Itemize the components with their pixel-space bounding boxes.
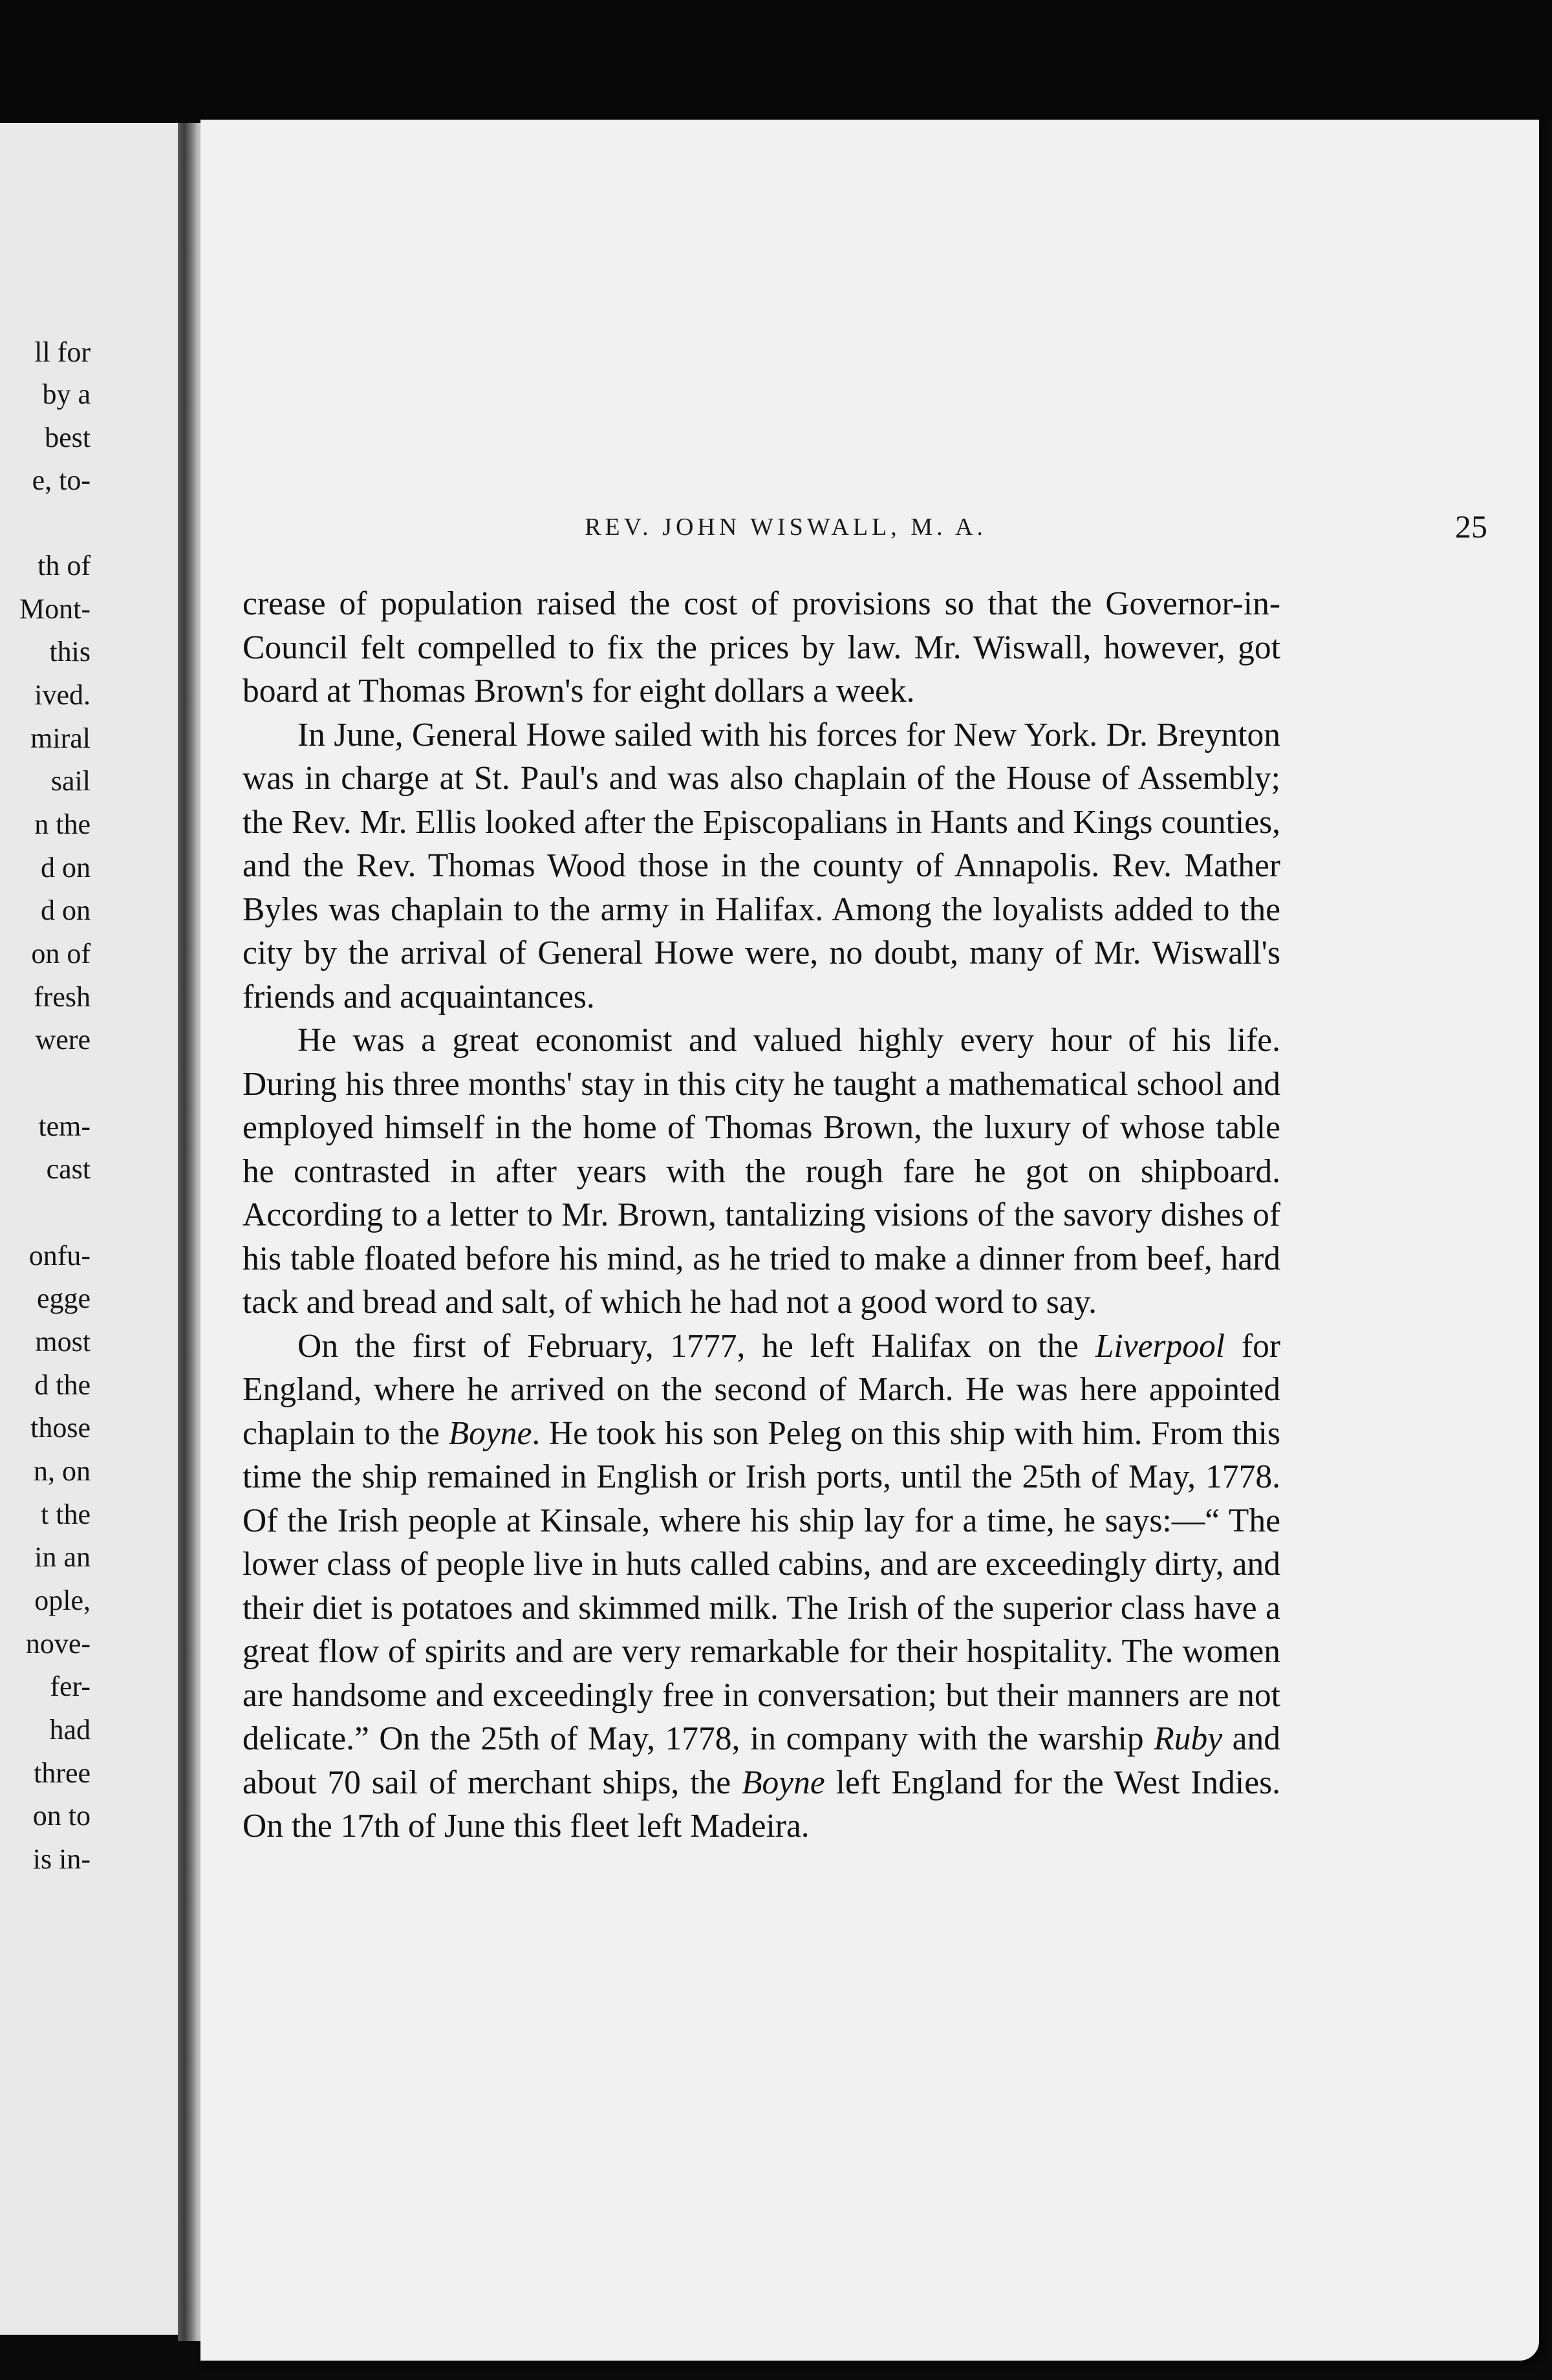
facing-page-fragment: most (35, 1326, 91, 1358)
ship-name-boyne-2: Boyne (742, 1764, 825, 1801)
facing-page-fragment: had (49, 1714, 91, 1746)
paragraph-4-text-5: left England for the West Indies. On the 17th of June this fleet left Madeira. (242, 1764, 1280, 1844)
facing-page-fragment: those (30, 1412, 91, 1444)
ship-name-ruby: Ruby (1154, 1720, 1223, 1757)
facing-page-fragment: in an (34, 1541, 91, 1573)
facing-page-fragment: fer- (50, 1671, 91, 1702)
running-title: REV. JOHN WISWALL, M. A. (585, 514, 987, 541)
facing-page-fragment: ived. (34, 679, 91, 711)
paragraph-4-text-4: and about 70 sail of merchant ships, the (242, 1720, 1280, 1801)
facing-page-fragment: d the (34, 1369, 91, 1401)
facing-page-fragment: n, on (34, 1455, 91, 1487)
facing-page-fragment: onfu- (28, 1240, 91, 1271)
paragraph-1: crease of population raised the cost of provisions so that the Governor-in-Council felt compelled to fix the prices by law. Mr. Wiswall, however, got board at Thomas Brown's for eight dollars a week. (242, 585, 1280, 709)
facing-page-fragment: is in- (32, 1843, 91, 1875)
paragraph-3: He was a great economist and valued highly every hour of his life. During his three months' stay in this city he taught a mathematical school and employed himself in the home of Thomas Brown, the luxury of whose table he contrasted in after years with the rough fare he got on shipboard. According to a letter to Mr. Brown, tantalizing visions of the savory dishes of his table floated before his mind, as he tried to make a dinner from beef, hard tack and bread and salt, of which he had not a good word to say. (242, 1022, 1280, 1321)
paragraph-4-text-1: On the first of February, 1777, he left Halifax on the (297, 1327, 1095, 1365)
facing-page-fragment: egge (36, 1282, 91, 1314)
facing-page-fragment: on of (31, 938, 91, 969)
facing-page-fragment: th of (38, 550, 91, 581)
facing-page-fragment: e, to- (32, 464, 91, 496)
facing-page-fragment: best (45, 422, 91, 453)
facing-page-fragment: Mont- (19, 593, 91, 625)
facing-page-fragment: were (35, 1024, 91, 1055)
ship-name-boyne: Boyne (448, 1414, 532, 1452)
running-header (200, 508, 1539, 546)
facing-page-fragment: three (34, 1757, 91, 1789)
facing-page-fragment: tem- (38, 1110, 91, 1142)
facing-page-fragment: d on (41, 894, 91, 926)
paragraph-2: In June, General Howe sailed with his forces for New York. Dr. Breynton was in charge at St. Paul's and was also chaplain of the House of Assembly; the Rev. Mr. Ellis looked after the Episcopalians in Hants and Kings counties, and the Rev. Thomas Wood those in the county of Annapolis. Rev. Mather Byles was chaplain to the army in Halifax. Among the loyalists added to the city by the arrival of General Howe were, no doubt, many of Mr. Wiswall's friends and acquaintances. (242, 716, 1280, 1015)
ship-name-liverpool: Liverpool (1095, 1327, 1225, 1365)
facing-page-fragment: d on (41, 852, 91, 883)
paragraph-4-text-2: for England, where he arrived on the second of March. He was here appointed chaplain to the (242, 1327, 1280, 1452)
facing-page-left (0, 123, 184, 2335)
facing-page-fragment: on to (32, 1800, 91, 1832)
facing-page-fragment: t the (41, 1498, 91, 1530)
book-page (200, 120, 1539, 2361)
facing-page-fragment: fresh (34, 981, 91, 1013)
facing-page-fragment: n the (34, 808, 91, 840)
facing-page-fragment: by a (42, 378, 91, 410)
facing-page-fragment: ople, (34, 1585, 91, 1616)
paragraph-4-text-3: . He took his son Peleg on this ship with him. From this time the ship remained in English or Irish ports, until the 25th of May, 1778. Of the Irish people at Kinsale, where his ship lay for a time, he says:—“ The lower class of people live in huts called cabins, and are exceedingly dirty, and their diet is potatoes and skimmed milk. The Irish of the superior class have a great flow of spirits and are very remarkable for their hospitality. The women are handsome and exceedingly free in conversation; but their manners are not delicate.” On the 25th of May, 1778, in company with the warship (242, 1414, 1280, 1757)
facing-page-text-fragments (0, 123, 184, 2335)
facing-page-fragment: sail (50, 765, 91, 797)
book-gutter (178, 123, 204, 2341)
facing-page-fragment: this (49, 636, 91, 667)
body-text (242, 582, 1280, 1848)
facing-page-fragment: cast (46, 1153, 91, 1185)
facing-page-fragment: nove- (25, 1628, 91, 1660)
facing-page-fragment: ll for (34, 336, 91, 368)
scan-background-top (0, 0, 1552, 123)
paragraph-4 (242, 1325, 1280, 1848)
page-number: 25 (1455, 508, 1487, 545)
facing-page-fragment: miral (30, 722, 91, 754)
